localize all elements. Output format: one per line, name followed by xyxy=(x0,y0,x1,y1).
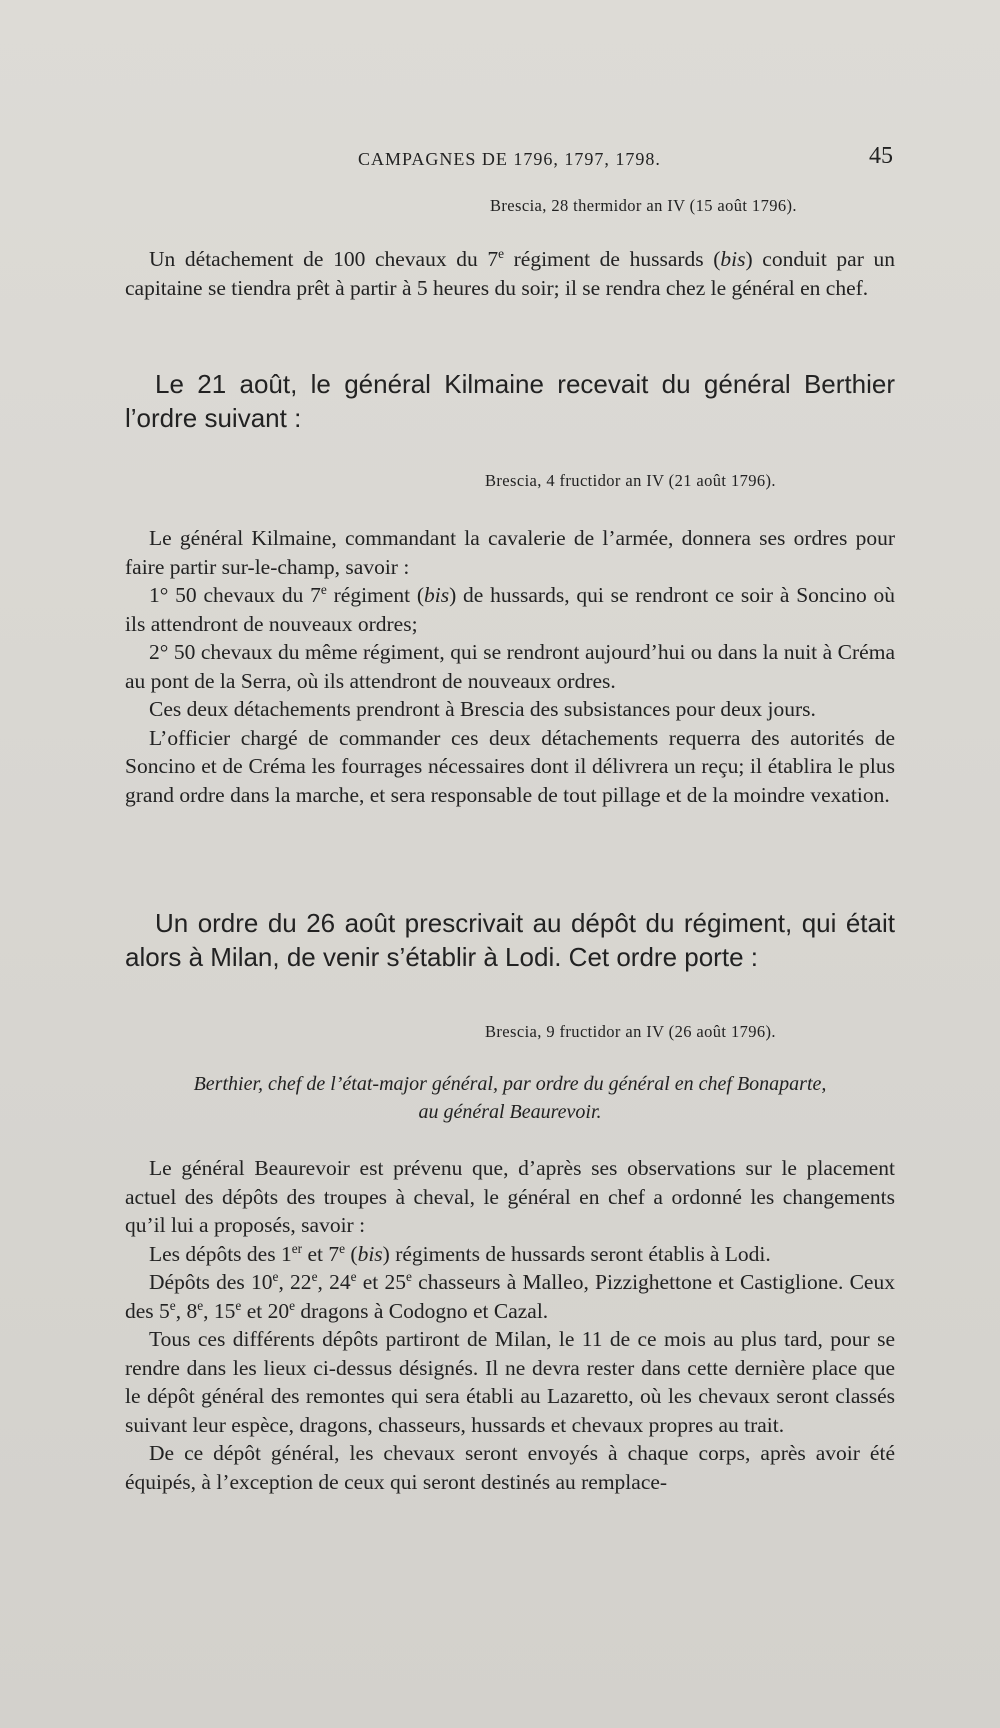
order-paragraph-item-1: 1° 50 chevaux du 7e régiment (bis) de hussards, qui se rendront ce soir à Soncino où ils attendront de nouveaux ordres; xyxy=(125,581,895,636)
order-paragraph-beaurevoir-intro: Le général Beaurevoir est prévenu que, d’après ses observations sur le placement actuel des dépôts des troupes à cheval, le général en chef a ordonné les changements qu’il lui a proposés, savoir : xyxy=(125,1156,895,1237)
addressee-line-2: au général Beaurevoir. xyxy=(418,1101,602,1123)
addressee-line-1: Berthier, chef de l’état-major général, par ordre du général en chef Bonaparte, xyxy=(193,1073,827,1095)
dateline-15-aout: Brescia, 28 thermidor an IV (15 août 1796). xyxy=(490,196,797,215)
order-paragraph-subsistances: Ces deux détachements prendront à Brescia des subsistances pour deux jours. xyxy=(149,697,816,721)
order-paragraph-depots-milan: Tous ces différents dépôts partiront de Milan, le 11 de ce mois au plus tard, pour se rendre dans les lieux ci-dessus désignés. Il ne devra rester dans cette dernière place que le dépôt général des remontes qui sera établi au Lazaretto, où les chevaux seront classés suivant leur espèce, dragons, chasseurs, hussards et chevaux propres au trait. xyxy=(125,1327,895,1437)
order-paragraph-intro: Le général Kilmaine, commandant la cavalerie de l’armée, donnera ses ordres pour faire partir sur-le-champ, savoir : xyxy=(125,526,895,579)
order-kilmaine-body xyxy=(0,524,1000,809)
order-paragraph-item-2: 2° 50 chevaux du même régiment, qui se rendront aujourd’hui ou dans la nuit à Créma au pont de la Serra, où ils attendront de nouveaux ordres. xyxy=(125,640,895,693)
page-number: 45 xyxy=(869,143,893,169)
order-paragraph-detachement: Un détachement de 100 chevaux du 7e régiment de hussards (bis) conduit par un capitaine se tiendra prêt à partir à 5 heures du soir; il se rendra chez le général en chef. xyxy=(125,245,895,300)
narrative-depot-lodi: Un ordre du 26 août prescrivait au dépôt du régiment, qui était alors à Milan, de venir s’établir à Lodi. Cet ordre porte : xyxy=(125,908,895,972)
order-paragraph-officier: L’officier chargé de commander ces deux détachements requerra des autorités de Soncino et de Créma les fourrages nécessaires dont il délivrera un reçu; il établira le plus grand ordre dans la marche, et sera responsable de tout pillage et de la moindre vexation. xyxy=(125,725,895,807)
narrative-kilmaine: Le 21 août, le général Kilmaine recevait du général Berthier l’ordre suivant : xyxy=(125,369,895,433)
page-header xyxy=(125,143,895,177)
dateline-26-aout: Brescia, 9 fructidor an IV (26 août 1796). xyxy=(485,1022,776,1041)
order-paragraph-hussards-lodi: Les dépôts des 1er et 7e (bis) régiments de hussards seront établis à Lodi. xyxy=(149,1240,771,1266)
order-paragraph-depot-general: De ce dépôt général, les chevaux seront envoyés à chaque corps, après avoir été équipés, à l’exception de ceux qui seront destinés au remplace- xyxy=(125,1441,895,1494)
dateline-21-aout: Brescia, 4 fructidor an IV (21 août 1796). xyxy=(485,471,776,490)
order-paragraph-chasseurs-dragons: Dépôts des 10e, 22e, 24e et 25e chasseurs à Malleo, Pizzighettone et Castiglione. Ceux des 5e, 8e, 15e et 20e dragons à Codogno et Cazal. xyxy=(125,1268,895,1323)
order-beaurevoir-body xyxy=(0,1154,1000,1496)
running-title: CAMPAGNES DE 1796, 1797, 1798. xyxy=(358,149,661,169)
addressee-block xyxy=(125,1070,895,1126)
